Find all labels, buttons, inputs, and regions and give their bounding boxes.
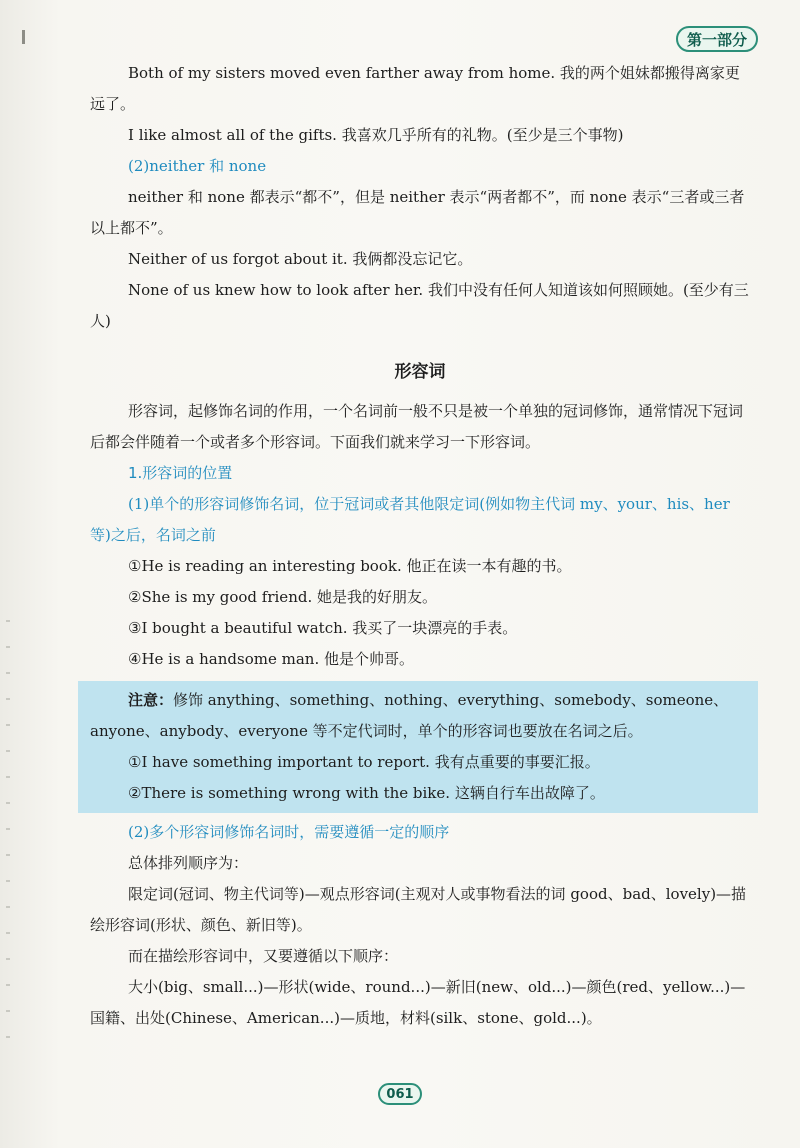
example-sentence: None of us knew how to look after her. 我们中没有任何人知道该如何照顾她。(至少有三人) bbox=[90, 281, 749, 330]
example-sentence: Both of my sisters moved even farther away from home. 我的两个姐妹都搬得离家更远了。 bbox=[90, 64, 740, 113]
example-sentence: I like almost all of the gifts. 我喜欢几乎所有的礼物。(至少是三个事物) bbox=[128, 126, 624, 144]
section-badge: 第一部分 bbox=[676, 26, 758, 52]
example-sentence: ①He is reading an interesting book. 他正在读一本有趣的书。 bbox=[128, 557, 572, 575]
order-descriptive: 大小(big、small...)—形状(wide、round...)—新旧(new、old...)—颜色(red、yellow...)—国籍、出处(Chinese、American...)—质地，材料(silk、stone、gold...)。 bbox=[90, 978, 746, 1027]
example-sentence: ③I bought a beautiful watch. 我买了一块漂亮的手表。 bbox=[128, 619, 518, 637]
subheading-neither-none: (2)neither 和 none bbox=[128, 157, 267, 175]
neither-explanation: neither 和 none 都表示“都不”，但是 neither 表示“两者都不”，而 none 表示“三者或三者以上都不”。 bbox=[90, 188, 745, 237]
note-example: ②There is something wrong with the bike. 这辆自行车出故障了。 bbox=[128, 784, 605, 802]
note-example: ①I have something important to report. 我有点重要的事要汇报。 bbox=[128, 753, 600, 771]
margin-mark bbox=[22, 30, 25, 44]
binding-holes bbox=[6, 620, 10, 1040]
order-intro: 总体排列顺序为： bbox=[128, 854, 249, 872]
rule-single-adjective: (1)单个的形容词修饰名词，位于冠词或者其他限定词(例如物主代词 my、your、his、her 等)之后，名词之前 bbox=[90, 495, 730, 544]
intro-paragraph: 形容词，起修饰名词的作用，一个名词前一般不只是被一个单独的冠词修饰，通常情况下冠词后都会伴随着一个或者多个形容词。下面我们就来学习一下形容词。 bbox=[90, 402, 744, 451]
note-paragraph bbox=[90, 685, 750, 747]
page-content bbox=[90, 58, 750, 1034]
note-box bbox=[78, 681, 758, 813]
rule-multiple-adjectives: (2)多个形容词修饰名词时，需要遵循一定的顺序 bbox=[128, 823, 450, 841]
example-sentence: Neither of us forgot about it. 我俩都没忘记它。 bbox=[128, 250, 473, 268]
order-descriptive-intro: 而在描绘形容词中，又要遵循以下顺序： bbox=[128, 947, 399, 965]
heading-position: 1.形容词的位置 bbox=[128, 464, 233, 482]
section-title: 形容词 bbox=[394, 362, 446, 382]
note-label: 注意： bbox=[128, 691, 174, 709]
example-sentence: ②She is my good friend. 她是我的好朋友。 bbox=[128, 588, 437, 606]
note-text: 修饰 anything、something、nothing、everything、somebody、someone、anyone、anybody、everyone 等不定代词时，单个的形容词也要放在名词之后。 bbox=[90, 691, 729, 740]
page-number: 061 bbox=[378, 1083, 422, 1105]
order-general: 限定词(冠词、物主代词等)—观点形容词(主观对人或事物看法的词 good、bad、lovely)—描绘形容词(形状、颜色、新旧等)。 bbox=[90, 885, 747, 934]
example-sentence: ④He is a handsome man. 他是个帅哥。 bbox=[128, 650, 414, 668]
